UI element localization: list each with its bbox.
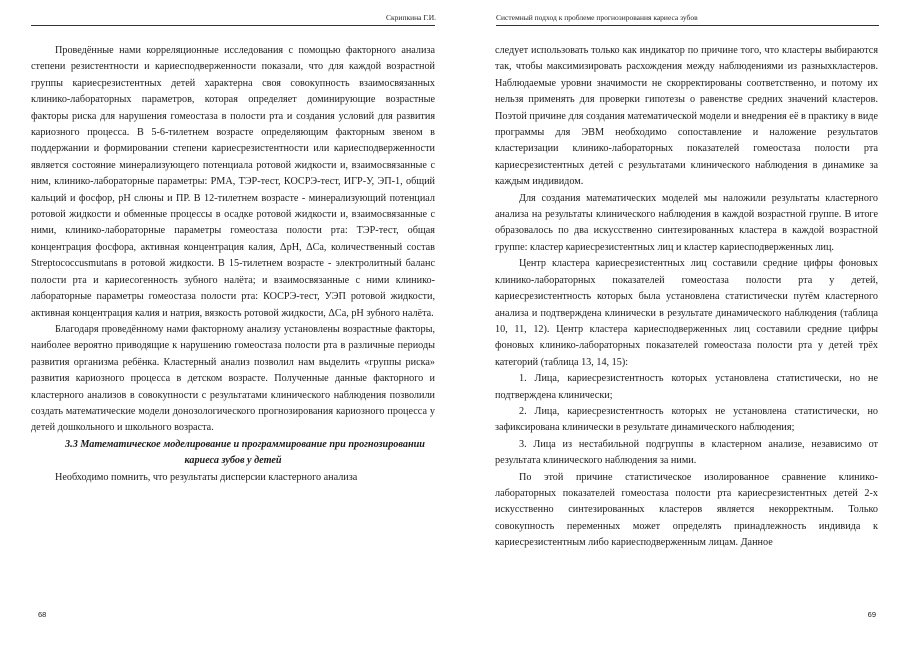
paragraph: Центр кластера кариесрезистентных лиц составили средние цифры фоновых клинико-лабораторных показателей гомеостаза полости рта у детей, кариесрезистентность которых была установлена статистически путём кластерного анализа и подтверждена клинически в результате динамического наблюдения (таблица 10, 11, 12). Центр кластера кариесподверженных лиц составили средние цифры фоновых клинико-лабораторных показателей гомеостаза полости рта у детей трёх категорий (таблица 13, 14, 15): (495, 258, 878, 368)
list-item: 2. Лица, кариесрезистентность которых не установлена статистически, но зафиксирована клинически в результате динамического наблюдения; (495, 405, 878, 434)
page-number: 69 (867, 610, 876, 619)
section-heading: 3.3 Математическое моделирование и программирование при прогнозировании кариеса зубов у детей (65, 438, 425, 467)
list-item: 1. Лица, кариесрезистентность которых установлена статистически, но не подтверждена клинически; (495, 373, 878, 401)
paragraph: Благодаря проведённому нами факторному анализу установлены возрастные факторы, наиболее вероятно приводящие к нарушению гомеостаза полости рта в различные периоды развития организма ребёнка. Кластерный анализ позволил нам выделить «группы риска» развития кариозного процесса в детском возрасте. Полученные данные факторного и кластерного анализов в совокупности с результатами клинического наблюдения позволили создать математические модели донозологического прогнозирования кариозного процесса у детей дошкольного и школьного возраста. (31, 323, 435, 434)
left-page-body (31, 43, 435, 486)
header-rule (31, 25, 435, 26)
paragraph: Проведённые нами корреляционные исследования с помощью факторного анализа степени резистентности и кариесподверженности показали, что для каждой возрастной группы кариесрезистентных детей характерна своя совокупность взаимосвязанных клинико-лабораторных параметров, которая определяет доминирующие возрастные факторы риска для нарушения гомеостаза в полости рта и создания условий для развития кариозного процесса. В 5-6-тилетнем возрасте определяющим факторным звеном в поддержании и формировании степени кариесрезистентности или кариесподверженности является состояние минерализующего потенциала ротовой жидкости и, взаимосвязанные с ним, клинико-лабораторные параметры: РМА, ТЭР-тест, КОСРЭ-тест, ИГР-У, ЭП-1, общий кальций и фосфор, рН слюны и ПР. В 12-тилетнем возрасте - минерализующий потенциал ротовой жидкости и обменные процессы в осадке ротовой жидкости и, взаимосвязанные с ними, клинико-лабораторные параметры гомеостаза полости рта: ТЭР-тест, общая концентрация фосфора, активная концентрация калия, ΔpH, ΔCa, количественный состав Streptococcusmutans в ротовой жидкости. В 15-тилетнем возрасте - электролитный баланс полости рта и кариесогенность зубного налёта; и взаимосвязанные с ними клинико-лабораторные параметры гомеостаза полости рта: КОСРЭ-тест, УЭП ротовой жидкости, активная концентрация калия и натрия, вязкость ротовой жидкости, ΔCa, pH зубного налёта. (31, 45, 435, 319)
list-item: 3. Лица из нестабильной подгруппы в кластерном анализе, независимо от результата клинического наблюдения за ними. (495, 438, 878, 467)
paragraph: следует использовать только как индикатор по причине того, что кластеры выбираются так, чтобы максимизировать расхождения между наблюдениями из разныхкластеров. Наблюдаемые уровни значимости не скорректированы соответственно, и потому их нельзя применять для проверки гипотезы о равенстве средних значений кластеров. Поэтой причине для создания математической модели и внедрения её в практику в виде программы для ЭВМ необходимо сопоставление и наложение результатов кластеризации клинико-лабораторных показателей гомеостаза полости рта кариесрезистентных детей с результатами клинического наблюдения в динамике за каждым индивидом. (495, 45, 878, 188)
right-page-body (495, 43, 878, 552)
paragraph: Необходимо помнить, что результаты дисперсии кластерного анализа (55, 471, 358, 483)
paragraph: По этой причине статистическое изолированное сравнение клинико-лабораторных показателей гомеостаза полости рта кариесрезистентных детей 2-х искусственно синтезированных кластеров является некорректным. Только совокупность переменных может определять принадлежность индивида к кариесрезистентным либо кариесподверженным лицам. Данное (495, 471, 878, 549)
header-rule (496, 25, 879, 26)
right-page (458, 0, 916, 650)
page-number: 68 (38, 610, 47, 619)
running-head-author: Скрипкина Г.И. (386, 13, 436, 22)
running-head-title: Системный подход к проблеме прогнозирования кариеса зубов (496, 13, 698, 22)
paragraph: Для создания математических моделей мы наложили результаты кластерного анализа на результаты клинического наблюдения в каждой возрастной группе. В итоге образовалось по два искусственно синтезированных кластера в каждой возрастной группе: кластер кариесрезистентных лиц и кластер кариесподверженных лиц. (495, 192, 878, 253)
